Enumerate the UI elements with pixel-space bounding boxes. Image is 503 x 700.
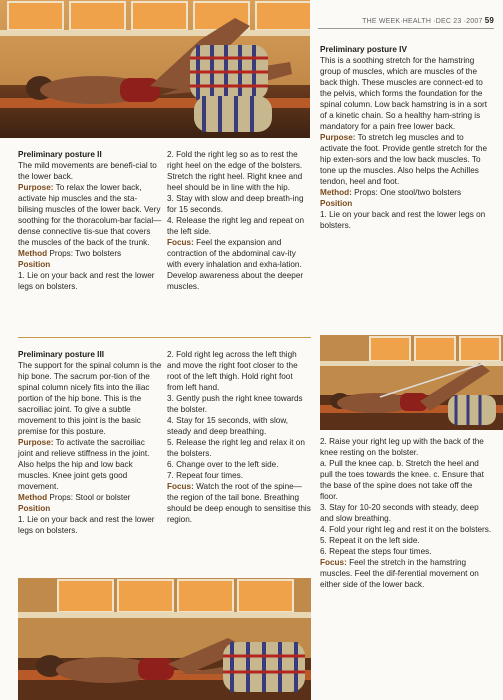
posture3-column-b	[167, 349, 311, 525]
posture4-purpose-label: Purpose:	[320, 133, 356, 142]
posture3-step1: 1. Lie on your back and rest the lower legs on bolsters.	[18, 515, 155, 535]
bottom-photo	[18, 578, 311, 700]
posture4-method-label: Method:	[320, 188, 352, 197]
posture3-method: Props: Stool or bolster	[49, 493, 131, 502]
posture3-purpose: To activate the sacroiliac joint and relieve stiffness in the joint. Also helps the hip and low back muscles. Knee joint gets good movement.	[18, 438, 150, 491]
posture3-title: Preliminary posture III	[18, 350, 104, 359]
posture4-focus-label: Focus:	[320, 558, 347, 567]
posture2-method-label: Method	[18, 249, 48, 258]
posture3-step5: 5. Release the right leg and relax it on the bolsters.	[167, 438, 305, 458]
posture2-step4: 4. Release the right leg and repeat on the left side.	[167, 216, 305, 236]
header-text: THE WEEK·HEALTH ·DEC 23 ·2007	[362, 18, 483, 25]
posture3-position-label: Position	[18, 504, 51, 513]
posture2-title: Preliminary posture II	[18, 150, 102, 159]
posture3-intro: The support for the spinal column is the hip bone. The sacrum por-tion of the spinal column nicely fits into the iliac portion of the hip bone. This is the sacroiliac joint. To give a subtle movement to this joint is the basic premise for this posture.	[18, 361, 162, 436]
posture4-intro-block	[320, 44, 492, 231]
posture4-focus: Feel the stretch in the hamstring muscles. Feel the dif-ferential movement on either side of the lower back.	[320, 558, 479, 589]
posture3-step4: 4. Stay for 15 seconds, with slow, steady and deep breathing.	[167, 416, 289, 436]
posture4-purpose: To stretch leg muscles and to activate the foot. Provide gentle stretch for the hip exten-sors and the low back muscles. To tone up the muscles. Also helps the Achilles tendon, heel and foot.	[320, 133, 488, 186]
posture4-step4: 4. Fold your right leg and rest it on the bolsters.	[320, 525, 492, 534]
posture3-method-label: Method	[18, 493, 48, 502]
posture3-step2: 2. Fold right leg across the left thigh and move the right foot closer to the root of the left thigh. Hold right foot from left hand.	[167, 350, 298, 392]
posture3-step6: 6. Change over to the left side.	[167, 460, 279, 469]
posture3-step3: 3. Gently push the right knee towards the bolster.	[167, 394, 303, 414]
page-number: 59	[484, 16, 494, 25]
posture2-column-b	[167, 149, 311, 292]
posture2-intro: The mild movements are benefi-cial to the lower back.	[18, 161, 157, 181]
posture2-step3: 3. Stay with slow and deep breath-ing for 15 seconds.	[167, 194, 304, 214]
posture2-purpose-label: Purpose:	[18, 183, 54, 192]
posture2-column-a	[18, 149, 162, 292]
posture3-purpose-label: Purpose:	[18, 438, 54, 447]
posture2-step1: 1. Lie on your back and rest the lower legs on bolsters.	[18, 271, 155, 291]
posture2-position-label: Position	[18, 260, 51, 269]
posture4-title: Preliminary posture IV	[320, 45, 407, 54]
posture4-step6: 6. Repeat the steps four times.	[320, 547, 432, 556]
posture2-method: Props: Two bolsters	[49, 249, 122, 258]
posture4-position-label: Position	[320, 199, 353, 208]
posture4-step5: 5. Repeat it on the left side.	[320, 536, 420, 545]
posture3-focus-label: Focus:	[167, 482, 194, 491]
posture4-method: Props: One stool/two bolsters	[354, 188, 462, 197]
posture4-steps-block	[320, 436, 492, 590]
posture2-focus: Feel the expansion and contraction of the abdominal cav-ity with every inhalation and exha-lation. Develop awareness about the deeper muscles.	[167, 238, 304, 291]
posture3-focus: Watch the root of the spine—the region of the tail bone. Breathing should be deep enough to sensitise this region.	[167, 482, 311, 524]
top-photo	[0, 0, 310, 138]
posture4-step3: 3. Stay for 10-20 seconds with steady, deep and slow breathing.	[320, 503, 479, 523]
posture4-intro: This is a soothing stretch for the hamstring group of muscles, which are muscles of the back thigh. These muscles are connect-ed to the pelvis, which forms the foundation for the spinal column. Low back hamstring is in a sort of a kinetic chain. So a healthy ham-string is mandatory for a pain free lower back.	[320, 56, 488, 131]
mid-right-photo	[320, 335, 503, 430]
running-header	[318, 16, 494, 29]
section-divider	[18, 337, 311, 338]
posture4-step2: 2. Raise your right leg up with the back of the knee resting on the bolster.	[320, 437, 484, 457]
posture3-column-a	[18, 349, 162, 536]
posture2-purpose: To relax the lower back, activate hip muscles and the sta-bilising muscles of the lower back. Very soothing for the thoracolum-bar facial—dense connective tis-sue that covers the muscles of the back of the trunk.	[18, 183, 162, 247]
posture3-step7: 7. Repeat four times.	[167, 471, 243, 480]
posture4-step1: 1. Lie on your back and rest the lower legs on bolsters.	[320, 210, 486, 230]
posture4-step2a: a. Pull the knee cap. b. Stretch the heel and pull the toes towards the knee. c. Ensure that the base of the spine does not take off the floor.	[320, 459, 484, 501]
posture2-focus-label: Focus:	[167, 238, 194, 247]
posture2-step2: 2. Fold the right leg so as to rest the right heel on the edge of the bolsters. Stretch the right heel. Right knee and heel should be in line with the hip.	[167, 150, 303, 192]
